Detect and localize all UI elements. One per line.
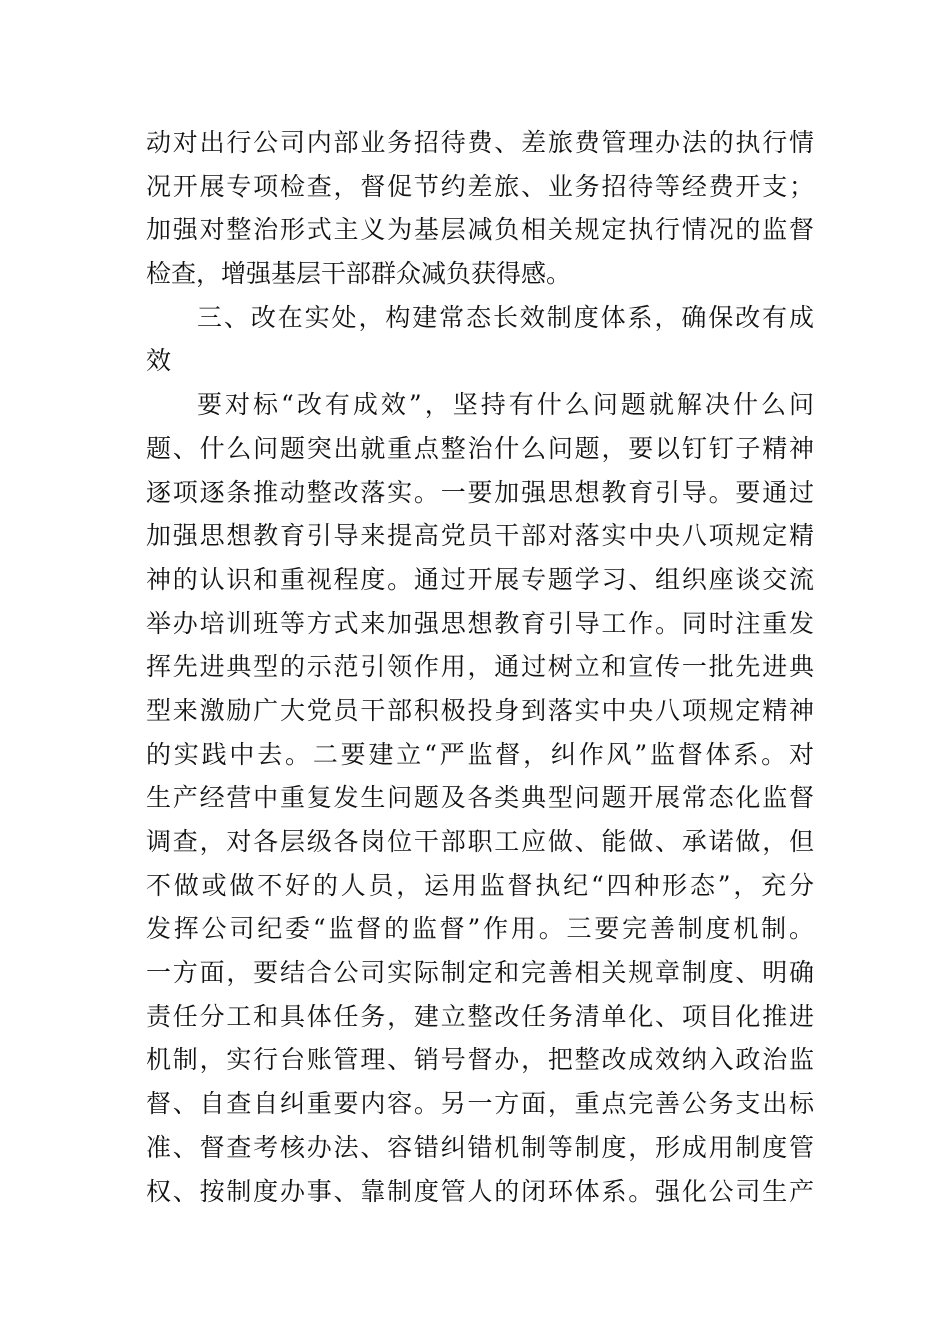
text-line: 发挥公司纪委“监督的监督”作用。三要完善制度机制。 — [146, 914, 814, 944]
text-line: 一方面，要结合公司实际制定和完善相关规章制度、明确 — [146, 958, 814, 988]
text-line: 举办培训班等方式来加强思想教育引导工作。同时注重发 — [146, 608, 814, 638]
text-line: 加强对整治形式主义为基层减负相关规定执行情况的监督 — [146, 215, 814, 245]
text-line: 责任分工和具体任务，建立整改任务清单化、项目化推进 — [146, 1001, 814, 1031]
paragraph-first-line: 要对标“改有成效”，坚持有什么问题就解决什么问 — [197, 390, 814, 420]
text-line: 不做或做不好的人员，运用监督执纪“四种形态”，充分 — [146, 870, 814, 900]
text-line: 加强思想教育引导来提高党员干部对落实中央八项规定精 — [146, 521, 814, 551]
section-heading-line: 三、改在实处，构建常态长效制度体系，确保改有成 — [197, 302, 814, 332]
text-line: 型来激励广大党员干部积极投身到落实中央八项规定精神 — [146, 695, 814, 725]
text-line: 况开展专项检查，督促节约差旅、业务招待等经费开支； — [146, 171, 814, 201]
text-line: 逐项逐条推动整改落实。一要加强思想教育引导。要通过 — [146, 477, 814, 507]
text-line: 生产经营中重复发生问题及各类典型问题开展常态化监督 — [146, 783, 814, 813]
text-line: 权、按制度办事、靠制度管人的闭环体系。强化公司生产 — [146, 1176, 814, 1206]
text-line: 题、什么问题突出就重点整治什么问题，要以钉钉子精神 — [146, 433, 814, 463]
text-line: 动对出行公司内部业务招待费、差旅费管理办法的执行情 — [146, 128, 814, 157]
text-line: 神的认识和重视程度。通过开展专题学习、组织座谈交流 — [146, 564, 814, 594]
text-line: 机制，实行台账管理、销号督办，把整改成效纳入政治监 — [146, 1045, 814, 1075]
document-body — [146, 121, 814, 1213]
section-heading-line: 效 — [146, 346, 172, 376]
text-line: 挥先进典型的示范引领作用，通过树立和宣传一批先进典 — [146, 652, 814, 682]
text-line: 督、自查自纠重要内容。另一方面，重点完善公务支出标 — [146, 1089, 814, 1119]
text-line: 准、督查考核办法、容错纠错机制等制度，形成用制度管 — [146, 1132, 814, 1162]
text-line: 的实践中去。二要建立“严监督，纠作风”监督体系。对 — [146, 739, 814, 769]
text-line: 检查，增强基层干部群众减负获得感。 — [146, 259, 572, 289]
text-line: 调查，对各层级各岗位干部职工应做、能做、承诺做，但 — [146, 827, 814, 856]
